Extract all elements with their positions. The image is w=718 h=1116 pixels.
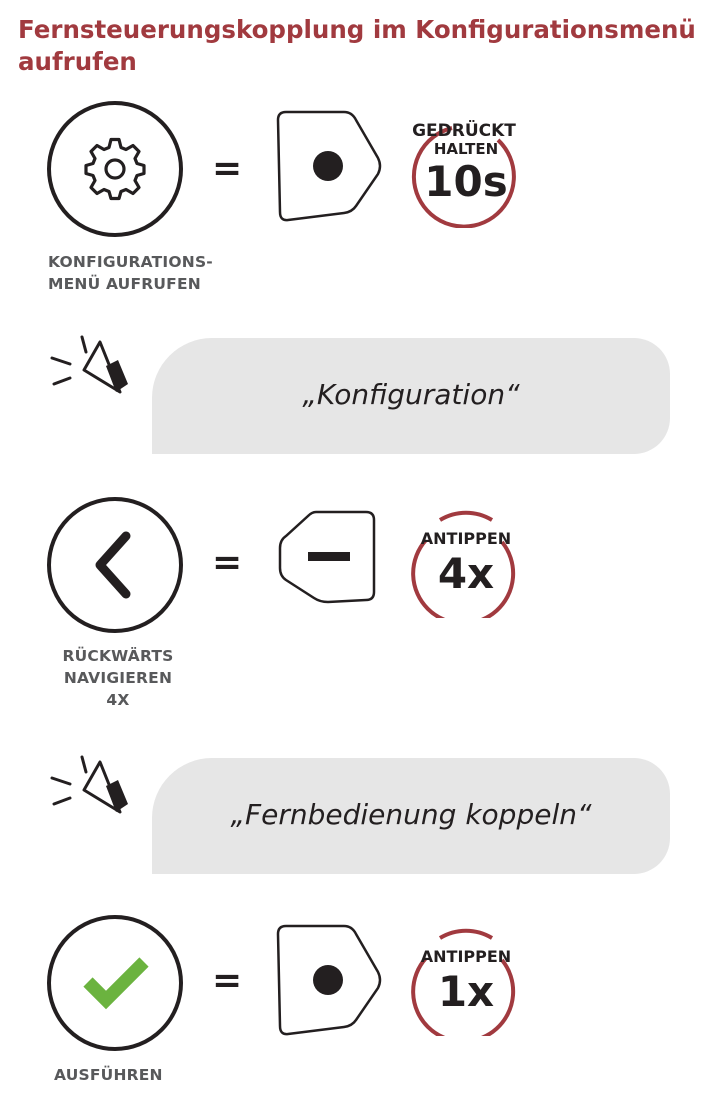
step-label: AUSFÜHREN <box>54 1066 163 1084</box>
badge-action-line-1: GEDRÜCKT <box>412 121 516 141</box>
equals-sign: = <box>212 542 243 583</box>
badge-action-line-2: HALTEN <box>433 140 499 158</box>
page-title: Fernsteuerungskopplung im Konfigurationsmenü aufrufen <box>18 15 696 76</box>
center-dot-button-icon <box>274 922 384 1038</box>
chevron-left-icon <box>44 494 186 636</box>
equals-sign: = <box>212 148 243 189</box>
badge-action-line-1: ANTIPPEN <box>420 947 512 966</box>
tap-badge <box>404 500 528 618</box>
badge-value: 4x <box>437 549 495 598</box>
minus-button-icon <box>276 508 380 606</box>
speaker-icon <box>44 754 154 826</box>
badge-action-line-1: ANTIPPEN <box>420 529 512 548</box>
gear-icon <box>44 98 186 240</box>
tap-badge <box>404 918 528 1036</box>
center-dot-button-icon <box>274 108 384 224</box>
checkmark-icon <box>44 912 186 1054</box>
voice-prompt-text: „Fernbedienung koppeln“ <box>230 798 592 831</box>
press-hold-badge <box>400 104 530 228</box>
badge-value: 1x <box>437 967 495 1016</box>
voice-prompt-bubble <box>152 758 670 874</box>
step-label: KONFIGURATIONS- MENÜ AUFRUFEN <box>48 253 213 293</box>
step-label: RÜCKWÄRTS NAVIGIEREN 4X <box>62 647 174 709</box>
speaker-icon <box>44 334 154 406</box>
equals-sign: = <box>212 960 243 1001</box>
badge-value: 10s <box>424 157 508 206</box>
voice-prompt-bubble <box>152 338 670 454</box>
voice-prompt-text: „Konfiguration“ <box>302 378 520 411</box>
